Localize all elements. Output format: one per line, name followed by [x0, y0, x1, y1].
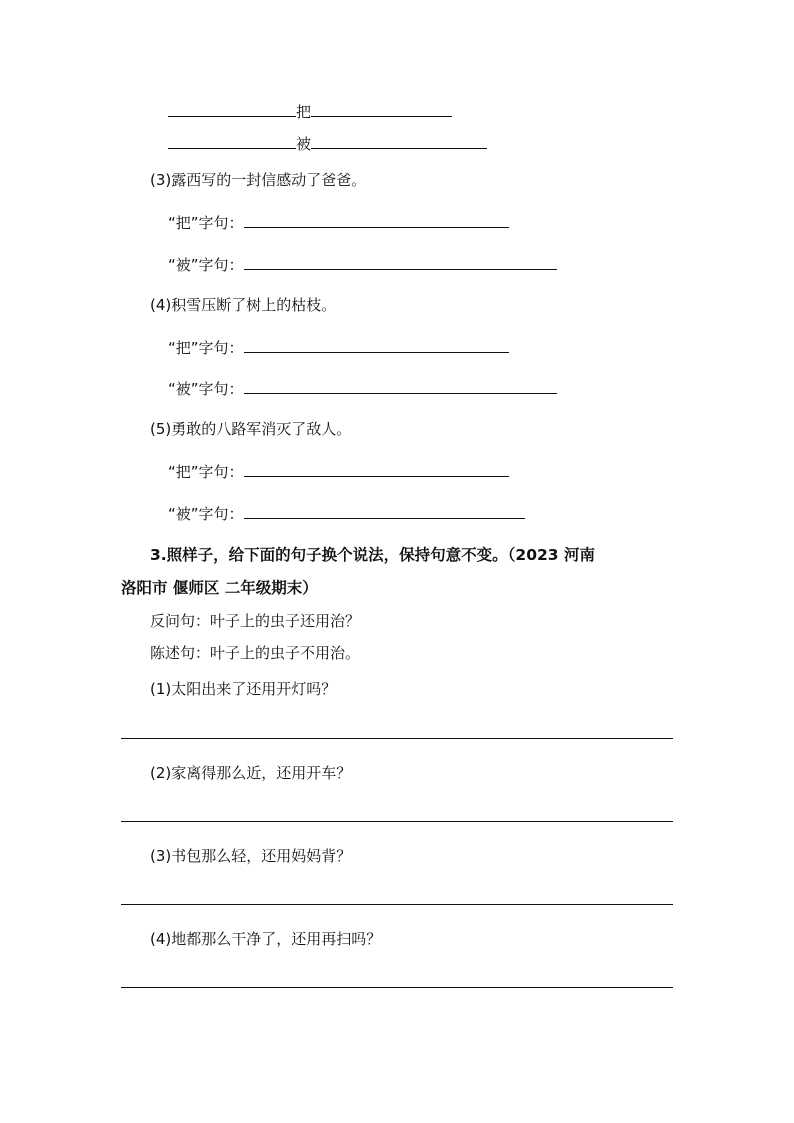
item-sentence: (5)勇敢的八路军消灭了敌人。	[150, 420, 352, 438]
ba-label: “把”字句：	[168, 339, 244, 357]
bei-label: “被”字句：	[168, 380, 244, 398]
answer-line[interactable]	[121, 821, 673, 822]
bei-answer-blank[interactable]	[244, 253, 557, 270]
example-rhetorical: 反问句：叶子上的虫子还用治？	[150, 612, 361, 630]
ba-answer-row	[168, 336, 509, 358]
question: (3)书包那么轻，还用妈妈背？	[150, 847, 352, 865]
section-3-title: 3.照样子，给下面的句子换个说法，保持句意不变。（2023 河南	[150, 546, 595, 564]
bei-label: “被”字句：	[168, 256, 244, 274]
question: (4)地都那么干净了，还用再扫吗？	[150, 930, 382, 948]
example-statement: 陈述句：叶子上的虫子不用治。	[150, 644, 361, 662]
blank-after-ba[interactable]	[311, 100, 452, 117]
ba-answer-blank[interactable]	[244, 211, 509, 228]
bei-answer-blank[interactable]	[244, 377, 557, 394]
bei-answer-blank[interactable]	[244, 502, 525, 519]
ba-answer-blank[interactable]	[244, 460, 509, 477]
ba-char: 把	[296, 103, 312, 121]
ba-label: “把”字句：	[168, 463, 244, 481]
question: (2)家离得那么近，还用开车？	[150, 764, 352, 782]
bei-char: 被	[296, 135, 312, 153]
answer-line[interactable]	[121, 904, 673, 905]
bei-answer-row	[168, 502, 525, 524]
ba-label: “把”字句：	[168, 214, 244, 232]
question: (1)太阳出来了还用开灯吗？	[150, 680, 337, 698]
blank-after-bei[interactable]	[311, 132, 487, 149]
ba-answer-blank[interactable]	[244, 336, 509, 353]
blank-before-ba[interactable]	[168, 100, 296, 117]
answer-line[interactable]	[121, 987, 673, 988]
bei-fill-row	[168, 132, 487, 154]
item-sentence: (3)露西写的一封信感动了爸爸。	[150, 171, 367, 189]
blank-before-bei[interactable]	[168, 132, 296, 149]
ba-fill-row	[168, 100, 452, 122]
item-sentence: (4)积雪压断了树上的枯枝。	[150, 296, 337, 314]
bei-label: “被”字句：	[168, 505, 244, 523]
answer-line[interactable]	[121, 738, 673, 739]
ba-answer-row	[168, 211, 509, 233]
section-3-title-source: 洛阳市 偃师区 二年级期末）	[121, 579, 318, 597]
ba-answer-row	[168, 460, 509, 482]
bei-answer-row	[168, 253, 557, 275]
bei-answer-row	[168, 377, 557, 399]
